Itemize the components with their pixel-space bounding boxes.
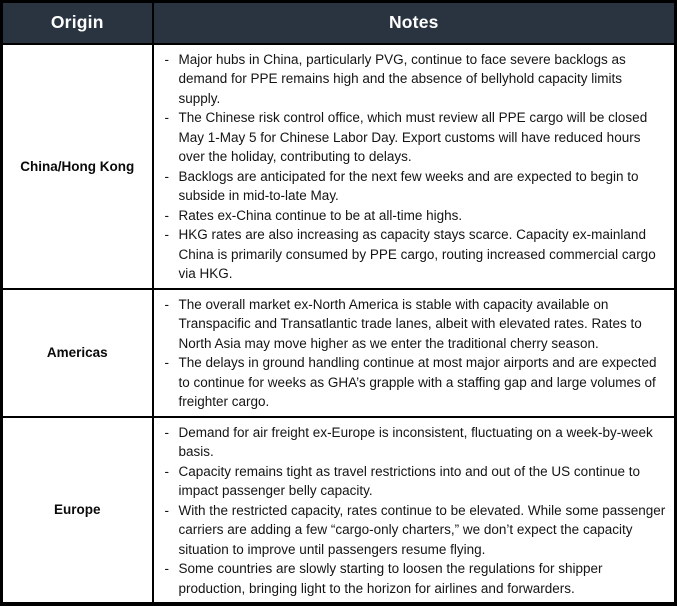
table-row-americas xyxy=(2,289,676,417)
note-item: - Major hubs in China, particularly PVG, continue to face severe backlogs as demand for PPE remains high and the absence of bellyhold capacity limits supply. xyxy=(163,50,667,109)
notes-list xyxy=(163,423,667,599)
notes-cell-china-hong-kong xyxy=(153,44,676,289)
note-item: - HKG rates are also increasing as capacity stays scarce. Capacity ex-mainland China is primarily consumed by PPE cargo, routing increased commercial cargo via HKG. xyxy=(163,225,667,284)
notes-list xyxy=(163,50,667,284)
notes-list xyxy=(163,295,667,412)
notes-cell-europe xyxy=(153,417,676,605)
note-item: - Demand for air freight ex-Europe is inconsistent, fluctuating on a week-by-week basis. xyxy=(163,423,667,462)
note-item: - The delays in ground handling continue at most major airports and are expected to continue for weeks as GHA’s grapple with a staffing gap and large volumes of freighter cargo. xyxy=(163,353,667,412)
note-item: - Backlogs are anticipated for the next few weeks and are expected to begin to subside in mid-to-late May. xyxy=(163,167,667,206)
notes-cell-americas xyxy=(153,289,676,417)
header-row xyxy=(2,2,676,44)
origin-cell-americas: Americas xyxy=(2,289,153,417)
column-header-origin: Origin xyxy=(2,2,153,44)
note-item: - With the restricted capacity, rates continue to be elevated. While some passenger carriers are adding a few “cargo-only charters,” we don’t expect the capacity situation to improve until passengers resume flying. xyxy=(163,501,667,560)
note-item: - Some countries are slowly starting to loosen the regulations for shipper production, bringing light to the horizon for airlines and forwarders. xyxy=(163,559,667,598)
origin-cell-china-hong-kong: China/Hong Kong xyxy=(2,44,153,289)
origin-cell-europe: Europe xyxy=(2,417,153,605)
column-header-notes: Notes xyxy=(153,2,676,44)
table-row-china-hong-kong xyxy=(2,44,676,289)
table-row-europe xyxy=(2,417,676,605)
note-item: - Capacity remains tight as travel restrictions into and out of the US continue to impact passenger belly capacity. xyxy=(163,462,667,501)
note-item: - Rates ex-China continue to be at all-time highs. xyxy=(163,206,667,226)
note-item: - The Chinese risk control office, which must review all PPE cargo will be closed May 1-May 5 for Chinese Labor Day. Export customs will have reduced hours over the holiday, contributing to delays. xyxy=(163,108,667,167)
note-item: - The overall market ex-North America is stable with capacity available on Transpacific and Transatlantic trade lanes, albeit with elevated rates. Rates to North Asia may move higher as we enter the traditional cherry season. xyxy=(163,295,667,354)
